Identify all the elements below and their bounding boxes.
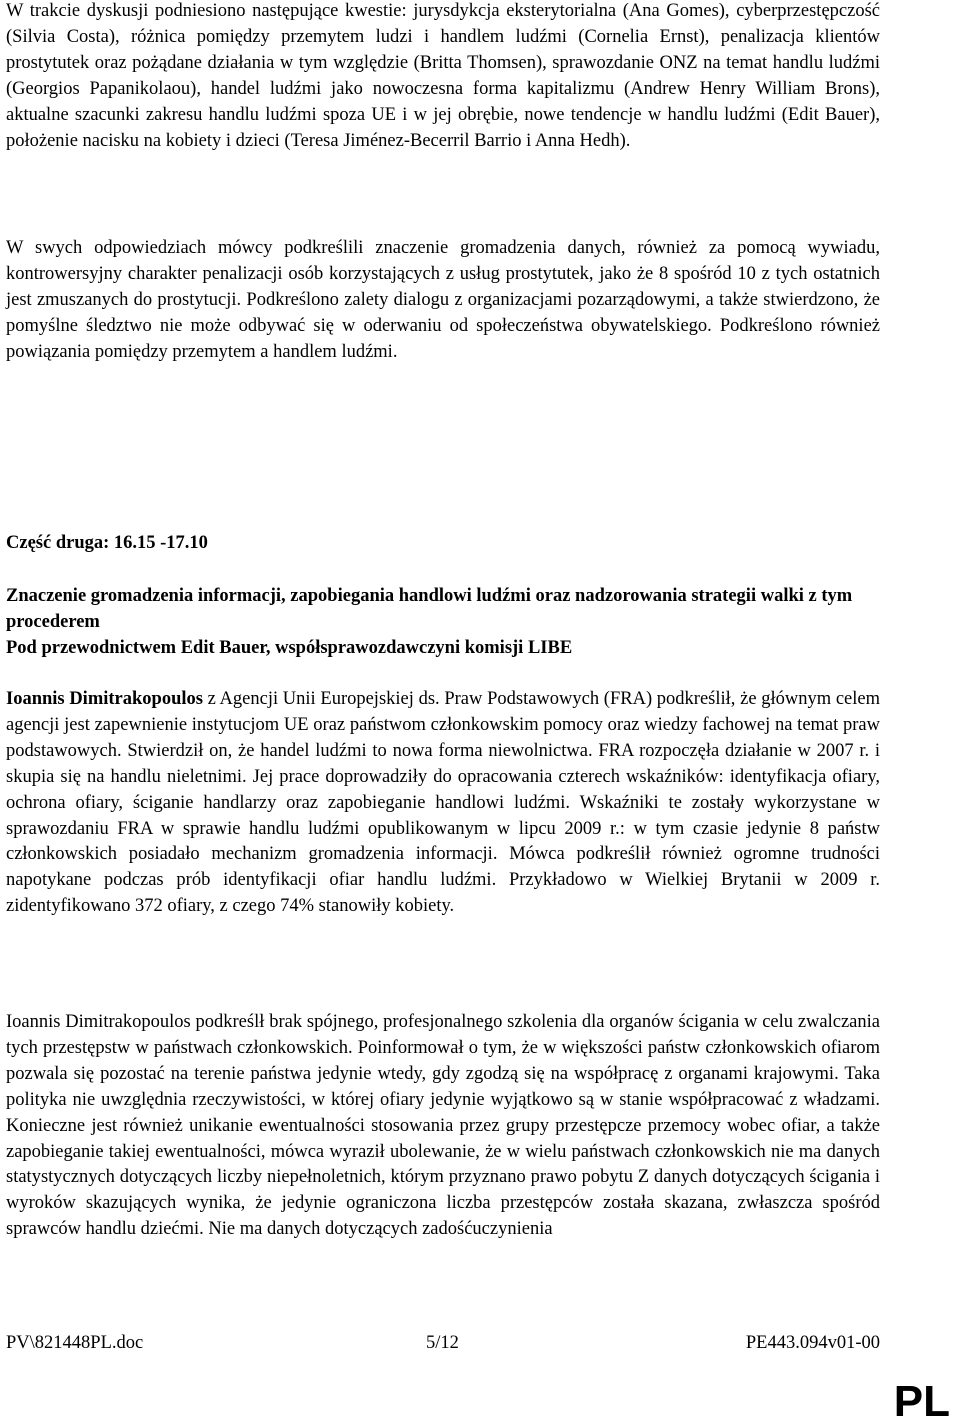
session-title: Znaczenie gromadzenia informacji, zapobiegania handlowi ludźmi oraz nadzorowania strategii walki z tym procederem bbox=[6, 586, 853, 632]
language-code: PL bbox=[893, 1377, 950, 1426]
answers-paragraph: W swych odpowiedziach mówcy podkreślili znaczenie gromadzenia danych, również za pomocą wywiadu, kontrowersyjny charakter penalizacji osób korzystających z usług prostytutek, jako że 8 spośród 10 z tych ostatnich jest zmuszanych do prostytucji. Podkreślono zalety dialogu z organizacjami pozarządowymi, a także stwierdzono, że pomyślne śledztwo nie może odbywać się w oderwaniu od społeczeństwa obywatelskiego. Podkreślono również powiązania pomiędzy przemytem a handlem ludźmi. bbox=[6, 238, 880, 362]
session-heading-block bbox=[6, 584, 880, 662]
session-chair: Pod przewodnictwem Edit Bauer, współsprawozdawczyni komisji LIBE bbox=[6, 637, 573, 658]
speaker-followup-paragraph: Ioannis Dimitrakopoulos podkreślł brak spójnego, profesjonalnego szkolenia dla organów ścigania w celu zwalczania tych przestępstw w państwach członkowskich. Poinformował o tym, że w większości państw członkowskich ofiarom pozwala się pozostać na terenie państwa jedynie wtedy, gdy zgodzą się na współpracę z organami krajowymi. Taka polityka nie uwzględnia rzeczywistości, w której ofiary jedynie wyjątkowo są w stanie współpracować z władzami. Konieczne jest również unikanie ewentualności stosowania przez grupy przestępcze przemocy wobec ofiar, a także zapobieganie takiej ewentualności, mówca wyraził ubolewanie, że w wielu państwach członkowskich nie ma danych statystycznych dotyczących liczby niepełnoletnich, którym przyznano prawo pobytu Z danych dotyczących ścigania i wyroków skazujących wynika, że jedynie ograniczona liczba przestępców została skazana, zwłaszcza spośród sprawców handlu dziećmi. Nie ma danych dotyczących zadośćuczynienia bbox=[6, 1012, 880, 1240]
speaker-statement: z Agencji Unii Europejskiej ds. Praw Podstawowych (FRA) podkreślił, że głównym celem agencji jest zapewnienie instytucjom UE oraz państwom członkowskim pomocy oraz wiedzy fachowej na temat praw podstawowych. Stwierdził on, że handel ludźmi to nowa forma niewolnictwa. FRA rozpoczęła działanie w 2007 r. i skupia się na handlu nieletnimi. Jej prace doprowadziły do opracowania czterech wskaźników: identyfikacja ofiary, ochrona ofiary, ściganie handlarzy oraz zapobieganie handlowi ludźmi. Wskaźniki te zostały wykorzystane w sprawozdaniu FRA w sprawie handlu ludźmi opublikowanym w lipcu 2009 r.: w tym czasie jedynie 8 państw członkowskich posiadało mechanizm gromadzenia informacji. Mówca podkreślił również ogromne trudności napotykane podczas prób identyfikacji ofiar handlu ludźmi. Przykładowo w Wielkiej Brytanii w 2009 r. zidentyfikowano 372 ofiary, z czego 74% stanowiły kobiety. bbox=[6, 689, 880, 917]
footer-doc-ref: PV\821448PL.doc bbox=[6, 1333, 144, 1353]
discussion-paragraph: W trakcie dyskusji podniesiono następujące kwestie: jurysdykcja eksterytorialna (Ana Gomes), cyberprzestępczość (Silvia Costa), różnica pomiędzy przemytem ludzi i handlem ludźmi (Cornelia Ernst), penalizacja klientów prostytutek oraz pożądane działania w tym względzie (Britta Thomsen), sprawozdanie ONZ na temat handlu ludźmi (Georgios Papanikolaou), handel ludźmi jako nowoczesna forma kapitalizmu (Andrew Henry William Brons), aktualne szacunki zakresu handlu ludźmi spoza UE i w jej obrębie, nowe tendencje w handlu ludźmi (Edit Bauer), położenie nacisku na kobiety i dzieci (Teresa Jiménez-Becerril Barrio i Anna Hedh). bbox=[6, 1, 880, 151]
speaker-name: Ioannis Dimitrakopoulos bbox=[6, 689, 203, 709]
page-footer bbox=[6, 1333, 880, 1359]
footer-doc-code: PE443.094v01-00 bbox=[745, 1333, 880, 1353]
footer-page-number: 5/12 bbox=[426, 1333, 459, 1353]
part-heading: Część druga: 16.15 -17.10 bbox=[6, 533, 208, 553]
speaker-paragraph bbox=[6, 687, 880, 920]
